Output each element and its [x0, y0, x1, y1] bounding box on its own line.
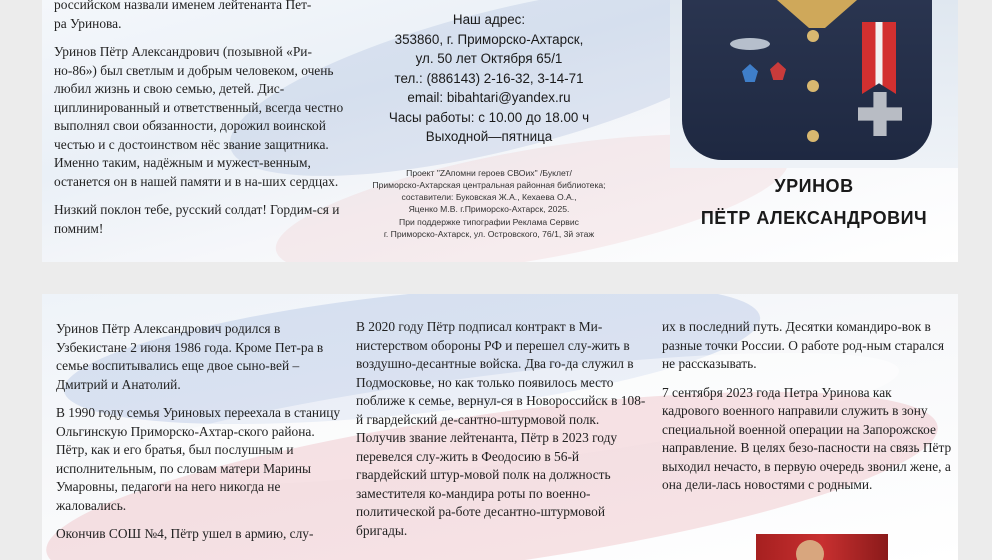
- memorial-line-1: российском назвали именем лейтенанта Пет-: [54, 0, 312, 12]
- uniform-button-icon: [807, 30, 819, 42]
- biography-paragraph: их в последний путь. Десятки командиро-вок в разные точки России. О работе род-ным старался не рассказывать.: [662, 319, 945, 371]
- hero-photo: [756, 534, 888, 560]
- dayoff-line: Выходной—пятница: [425, 129, 553, 144]
- credits-line-6: г. Приморско-Ахтарск, ул. Островского, 76/1, 3й этаж: [383, 228, 595, 239]
- credits-line-1: Проект "ZАпомни героев СВОих" /Буклет/: [406, 167, 572, 178]
- credits-block: [354, 167, 624, 241]
- back-cover-panel: [42, 0, 958, 262]
- guard-badge-icon: [770, 62, 786, 80]
- uniform-button-icon: [807, 130, 819, 142]
- address-line-1: 353860, г. Приморско-Ахтарск,: [394, 31, 584, 47]
- biography-paragraph: Уринов Пётр Александрович родился в Узбекистане 2 июня 1986 года. Кроме Пет-ра в семье воспитывались еще двое сыно-вей – Дмитрий и Анатолий.: [56, 321, 324, 392]
- address-line-2: ул. 50 лет Октября 65/1: [415, 51, 563, 66]
- email-line: email: bibahtari@yandex.ru: [407, 90, 571, 105]
- hero-portrait: [670, 0, 958, 168]
- biography-paragraph: В 1990 году семья Уриновых переехала в станицу Ольгинскую Приморско-Ахтар-ского района. Пётр, как и его братья, был послушным и исполнительным, по словам матери Марины Умаровны, педагоги на него никогда не жаловались.: [56, 405, 341, 513]
- biography-column-1: [56, 320, 348, 554]
- credits-line-3: составители: Буковская Ж.А., Кехаева О.А.,: [401, 192, 577, 203]
- library-contact-block: [354, 10, 624, 240]
- address-heading: Наш адрес:: [452, 12, 526, 27]
- uniform-button-icon: [807, 80, 819, 92]
- hero-surname: УРИНОВ: [774, 176, 854, 196]
- memorial-paragraph: Уринов Пётр Александрович (позывной «Ри-но-86») был светлым и добрым человеком, очень любил жизнь и свою семью, детей. Дис-циплинированный и ответственный, всегда честно выполнял свои обязанности, дорожил воинской честью и с достоинством нёс звание защитника. Именно таким, надёжным и мужест-венным, останется он в нашей памяти и в на-ших сердцах.: [54, 44, 344, 189]
- inner-spread-panel: [42, 294, 958, 560]
- credits-line-5: При поддержке типографии Реклама Сервис: [399, 216, 579, 227]
- biography-paragraph: Окончив СОШ №4, Пётр ушел в армию, слу-: [56, 526, 314, 541]
- biography-paragraph: В 2020 году Пётр подписал контракт в Ми-нистерством обороны РФ и перешел слу-жить в воздушно-десантные войска. Два го-да служил в Подмосковье, но как только появилось место поближе к семье, вернул-ся в Новороссийск в 108-й гвардейский де-сантно-штурмовой полк. Получив звание лейтенанта, Пётр в 2023 году перевелся слу-жить в Феодосию в 56-й гвардейский штур-мовой полк на должность заместителя ко-мандира роты по военно-политической ра-боте десантно-штурмовой бригады.: [356, 319, 646, 538]
- memorial-closing: Низкий поклон тебе, русский солдат! Гордим-ся и помним!: [54, 202, 340, 236]
- order-of-courage-icon: [858, 92, 902, 136]
- paratrooper-badge-icon: [730, 38, 770, 50]
- person-photo-icon: [796, 540, 824, 560]
- memorial-text-column: [54, 0, 344, 248]
- phone-line: тел.: (886143) 2-16-32, 3-14-71: [394, 70, 584, 86]
- credits-line-2: Приморско-Ахтарская центральная районная библиотека;: [372, 179, 606, 190]
- address-block: [354, 10, 624, 147]
- biography-column-2: [356, 318, 652, 550]
- hero-given-names: ПЁТР АЛЕКСАНДРОВИЧ: [700, 208, 928, 228]
- credits-line-4: Яценко М.В. г.Приморско-Ахтарск, 2025.: [408, 204, 570, 215]
- hero-name: [670, 170, 958, 234]
- collar-shape: [777, 0, 857, 28]
- rank-badge-icon: [742, 64, 758, 82]
- biography-paragraph: 7 сентября 2023 года Петра Уринова как кадрового военного направили служить в зону специальной военной операции на Запорожское направление. В целях безо-пасности на связь Пётр выходил нечасто, в первую очередь звонил жене, а она дели-лась новостями с родными.: [662, 384, 952, 492]
- uniform-illustration: [682, 0, 932, 160]
- hours-line: Часы работы: с 10.00 до 18.00 ч: [388, 109, 590, 125]
- memorial-line-2: ра Уринова.: [54, 15, 122, 31]
- medal-ribbon-icon: [862, 22, 896, 94]
- biography-column-3: [662, 318, 952, 505]
